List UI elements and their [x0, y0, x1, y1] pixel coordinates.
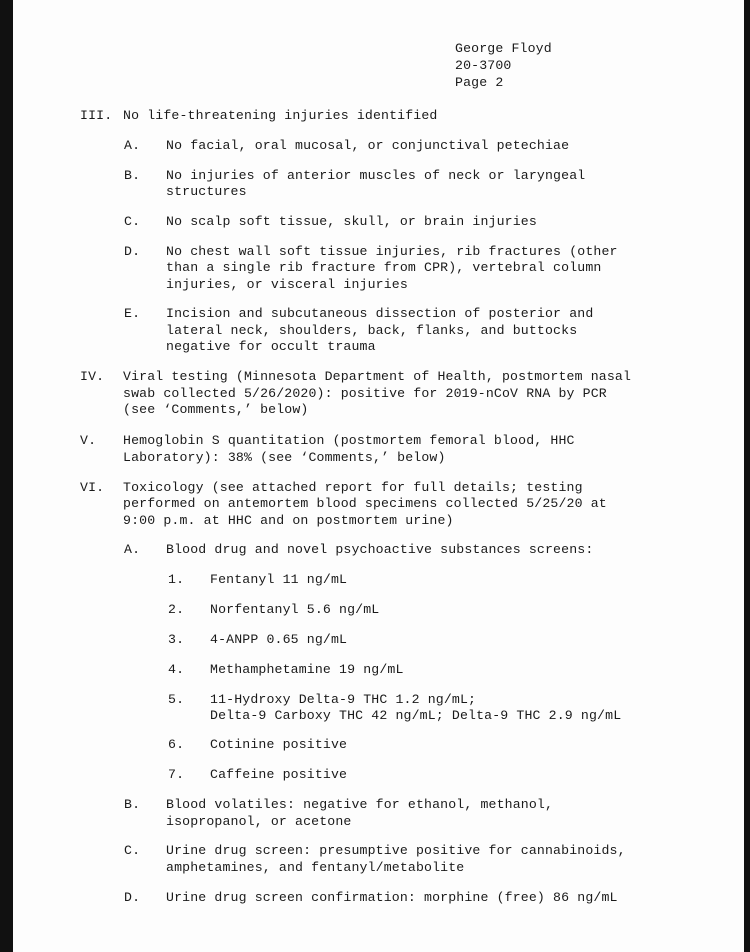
item-text: Incision and subcutaneous dissection of posterior and — [166, 306, 594, 321]
section-number: IV. — [80, 369, 105, 384]
item-label: D. — [124, 890, 141, 905]
subitem-label: 6. — [168, 737, 185, 752]
item-text: Blood volatiles: negative for ethanol, methanol, — [166, 797, 554, 812]
item-text: than a single rib fracture from CPR), vertebral column — [166, 260, 602, 275]
section-title: 9:00 p.m. at HHC and on postmortem urine) — [123, 513, 454, 528]
section-title: (see ‘Comments,’ below) — [123, 402, 309, 417]
item-label: D. — [124, 244, 141, 259]
item-text: injuries, or visceral injuries — [166, 277, 408, 292]
item-label: A. — [124, 542, 141, 557]
item-label: B. — [124, 168, 141, 183]
section-title: swab collected 5/26/2020): positive for 2019-nCoV RNA by PCR — [123, 386, 607, 401]
item-text: isopropanol, or acetone — [166, 814, 352, 829]
header-case-number: 20-3700 — [455, 58, 512, 73]
item-text: No chest wall soft tissue injuries, rib fractures (other — [166, 244, 618, 259]
section-number: III. — [80, 108, 113, 123]
subitem-text: Norfentanyl 5.6 ng/mL — [210, 602, 380, 617]
item-text: negative for occult trauma — [166, 339, 376, 354]
subitem-label: 4. — [168, 662, 185, 677]
item-text: amphetamines, and fentanyl/metabolite — [166, 860, 465, 875]
item-label: A. — [124, 138, 141, 153]
subitem-text: Methamphetamine 19 ng/mL — [210, 662, 404, 677]
subitem-label: 1. — [168, 572, 185, 587]
subitem-text: Caffeine positive — [210, 767, 348, 782]
section-number: VI. — [80, 480, 105, 495]
item-text: No scalp soft tissue, skull, or brain injuries — [166, 214, 537, 229]
section-title: No life-threatening injuries identified — [123, 108, 438, 123]
item-label: C. — [124, 214, 141, 229]
subitem-label: 5. — [168, 692, 185, 707]
item-text: No facial, oral mucosal, or conjunctival petechiae — [166, 138, 570, 153]
item-text: No injuries of anterior muscles of neck or laryngeal — [166, 168, 586, 183]
item-label: C. — [124, 843, 141, 858]
item-text: lateral neck, shoulders, back, flanks, and buttocks — [166, 323, 578, 338]
subitem-text: Fentanyl 11 ng/mL — [210, 572, 348, 587]
subitem-label: 7. — [168, 767, 185, 782]
subitem-label: 2. — [168, 602, 185, 617]
section-number: V. — [80, 433, 97, 448]
item-text: Blood drug and novel psychoactive substances screens: — [166, 542, 594, 557]
item-text: Urine drug screen: presumptive positive for cannabinoids, — [166, 843, 626, 858]
section-title: Viral testing (Minnesota Department of Health, postmortem nasal — [123, 369, 632, 384]
scan-edge-left — [0, 0, 13, 952]
section-title: Laboratory): 38% (see ‘Comments,’ below) — [123, 450, 446, 465]
section-title: Toxicology (see attached report for full details; testing — [123, 480, 583, 495]
header-name: George Floyd — [455, 41, 552, 56]
item-text: Urine drug screen confirmation: morphine (free) 86 ng/mL — [166, 890, 618, 905]
section-title: Hemoglobin S quantitation (postmortem femoral blood, HHC — [123, 433, 575, 448]
subitem-text: 11-Hydroxy Delta-9 THC 1.2 ng/mL; — [210, 692, 477, 707]
subitem-text: Cotinine positive — [210, 737, 348, 752]
item-label: B. — [124, 797, 141, 812]
header-page: Page 2 — [455, 75, 504, 90]
subitem-text: Delta-9 Carboxy THC 42 ng/mL; Delta-9 THC 2.9 ng/mL — [210, 708, 622, 723]
scan-edge-right — [744, 0, 750, 952]
section-title: performed on antemortem blood specimens collected 5/25/20 at — [123, 496, 607, 511]
subitem-label: 3. — [168, 632, 185, 647]
subitem-text: 4-ANPP 0.65 ng/mL — [210, 632, 348, 647]
item-label: E. — [124, 306, 141, 321]
item-text: structures — [166, 184, 247, 199]
